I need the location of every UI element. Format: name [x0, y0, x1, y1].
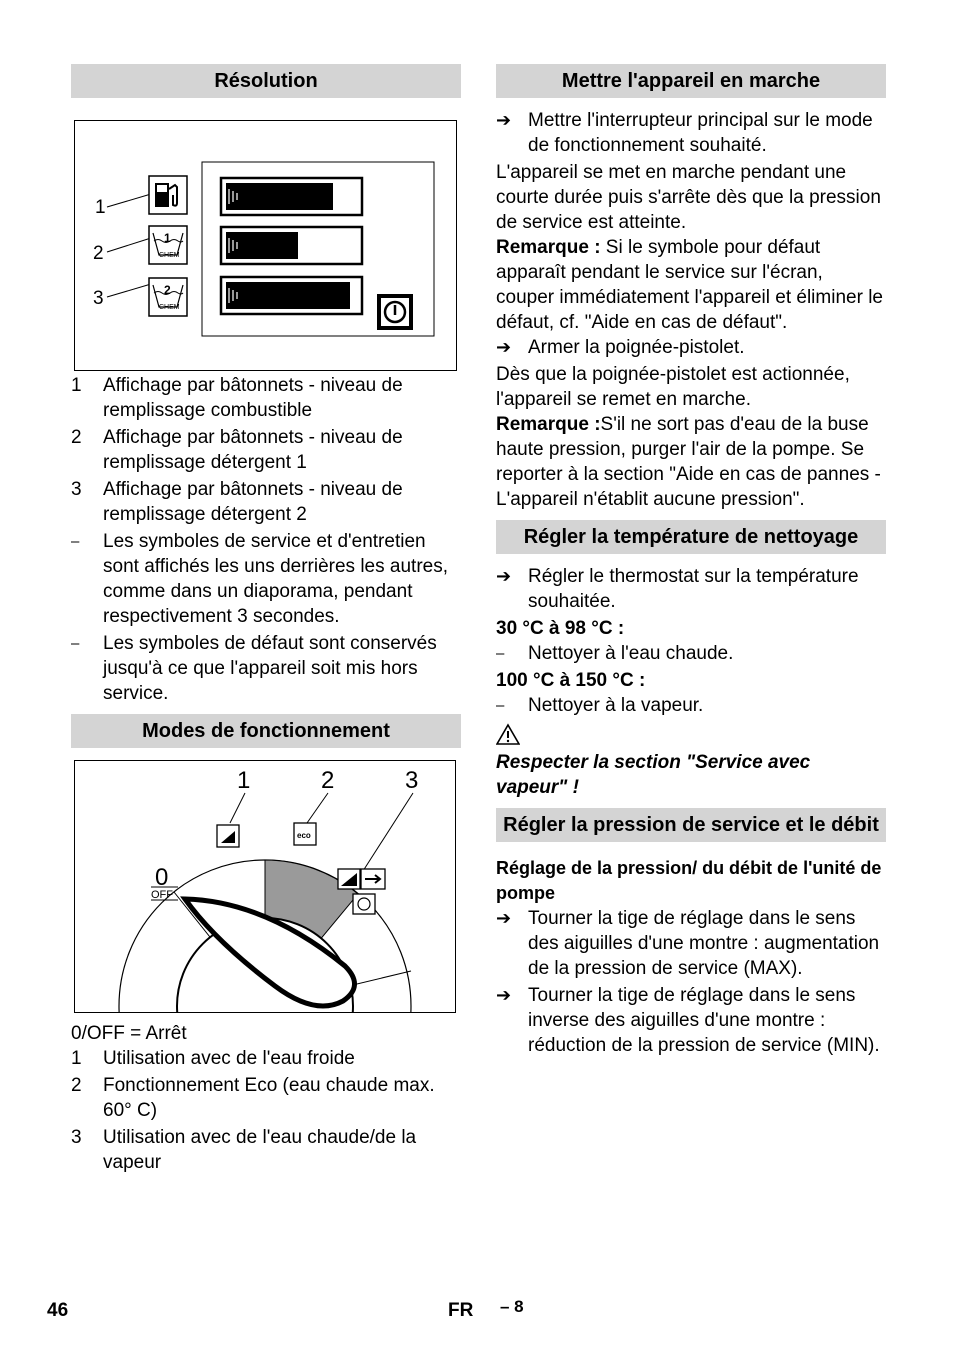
svg-text:CHEM: CHEM [159, 304, 180, 311]
dial-label-2: 2 [321, 767, 335, 794]
arrow-icon: ➔ [496, 985, 512, 1005]
list-item: 3 Utilisation avec de l'eau chaude/de la vapeur [71, 1127, 417, 1173]
dial-label-1: 1 [237, 767, 251, 794]
remark: Remarque :S'il ne sort pas d'eau de la buse haute pression, purger l'air de la pompe. Se reporter à la section "Aide en cas de pannes - L'appareil n'établit aucune pression". [496, 414, 881, 510]
eco-icon [294, 823, 316, 845]
paragraph: L'appareil se met en marche pendant une courte durée puis s'arrête dès que la pression de service est atteinte. [496, 162, 881, 233]
list-item: 2 Fonctionnement Eco (eau chaude max. 60° C) [71, 1075, 435, 1121]
arrow-icon: ➔ [496, 337, 512, 357]
display-diagram [75, 121, 456, 370]
display-figure [74, 120, 457, 371]
warning-text: Respecter la section "Service avec vapeur" ! [496, 752, 811, 798]
list-item: – Les symboles de défaut sont conservés jusqu'à ce que l'appareil soit mis hors service. [71, 633, 437, 704]
temperature-range-1: 30 °C à 98 °C : [496, 618, 625, 639]
right-column [496, 64, 886, 1060]
list-item: 3 Affichage par bâtonnets - niveau de remplissage détergent 2 [71, 479, 403, 525]
section-heading-start: Mettre l'appareil en marche [496, 64, 886, 98]
bar-fill-detergent-2 [226, 282, 350, 309]
mode-dial-diagram [75, 761, 455, 1012]
dial-figure [74, 760, 456, 1013]
callout-line-2 [107, 238, 151, 252]
svg-text:1: 1 [164, 231, 171, 245]
steam-icon [353, 894, 375, 914]
arrow-icon: ➔ [496, 566, 512, 586]
fault-power-icon [377, 294, 413, 330]
instruction-step: ➔ Tourner la tige de réglage dans le sens des aiguilles d'une montre : augmentation de la pression de service (MAX). [496, 908, 880, 979]
arrow-icon: ➔ [496, 110, 512, 130]
temperature-range-2: 100 °C à 150 °C : [496, 670, 646, 691]
list-item: 1 Affichage par bâtonnets - niveau de remplissage combustible [71, 375, 403, 421]
instruction-step: ➔ Régler le thermostat sur la température souhaitée. [496, 566, 859, 612]
svg-text:CHEM: CHEM [159, 252, 180, 259]
list-item: – Nettoyer à l'eau chaude. [496, 643, 734, 664]
cold-water-icon [217, 825, 239, 847]
callout-3: 3 [93, 288, 104, 309]
detergent-1-icon [149, 226, 187, 264]
callout-line-3 [107, 284, 151, 297]
instruction-step: ➔ Mettre l'interrupteur principal sur le mode de fonctionnement souhaité. [496, 110, 873, 156]
warning-icon [496, 720, 886, 750]
pressure-subtitle: Réglage de la pression/ du débit de l'unité de pompe [496, 858, 882, 903]
section-heading-temperature: Régler la température de nettoyage [496, 520, 886, 554]
dial-label-off: OFF [151, 889, 173, 901]
instruction-step: ➔ Armer la poignée-pistolet. [496, 337, 745, 358]
detergent-2-icon [149, 278, 187, 316]
list-item: – Nettoyer à la vapeur. [496, 695, 704, 716]
list-item: 2 Affichage par bâtonnets - niveau de remplissage détergent 1 [71, 427, 403, 473]
legend-list [71, 373, 461, 706]
instruction-step: ➔ Tourner la tige de réglage dans le sens inverse des aiguilles d'une montre : réduction de la pression de service (MIN). [496, 985, 880, 1056]
section-heading-pressure: Régler la pression de service et le débit [496, 808, 886, 842]
list-item: 1 Utilisation avec de l'eau froide [71, 1048, 355, 1069]
mode-list [71, 1046, 461, 1175]
callout-1: 1 [95, 197, 106, 218]
language-code: FR [448, 1300, 474, 1321]
list-item: – Les symboles de service et d'entretien sont affichés les uns derrières les autres, comme dans un diaporama, pendant respectivement 3 secondes. [71, 531, 448, 627]
dial-label-3: 3 [405, 767, 419, 794]
left-column [71, 64, 461, 1177]
paragraph: Dès que la poignée-pistolet est actionnée, l'appareil se remet en marche. [496, 364, 850, 410]
dial-label-0: 0 [155, 864, 169, 891]
section-page-number: – 8 [500, 1297, 524, 1316]
page-number: 46 [47, 1300, 69, 1321]
off-line: 0/OFF = Arrêt [71, 1023, 187, 1044]
callout-2: 2 [93, 243, 104, 264]
arrow-icon: ➔ [496, 908, 512, 928]
section-heading-resolution: Résolution [71, 64, 461, 98]
fuel-pump-icon [149, 176, 187, 214]
section-heading-modes: Modes de fonctionnement [71, 714, 461, 748]
bar-fill-fuel [226, 183, 333, 210]
svg-text:eco: eco [297, 831, 311, 840]
remark: Remarque : Si le symbole pour défaut apparaît pendant le service sur l'écran, couper immédiatement l'appareil et éliminer le défaut, cf. "Aide en cas de défaut". [496, 237, 883, 333]
level-bars [221, 178, 362, 314]
svg-text:2: 2 [164, 283, 171, 297]
callout-line-1 [107, 194, 151, 207]
hot-water-icon [338, 869, 385, 889]
